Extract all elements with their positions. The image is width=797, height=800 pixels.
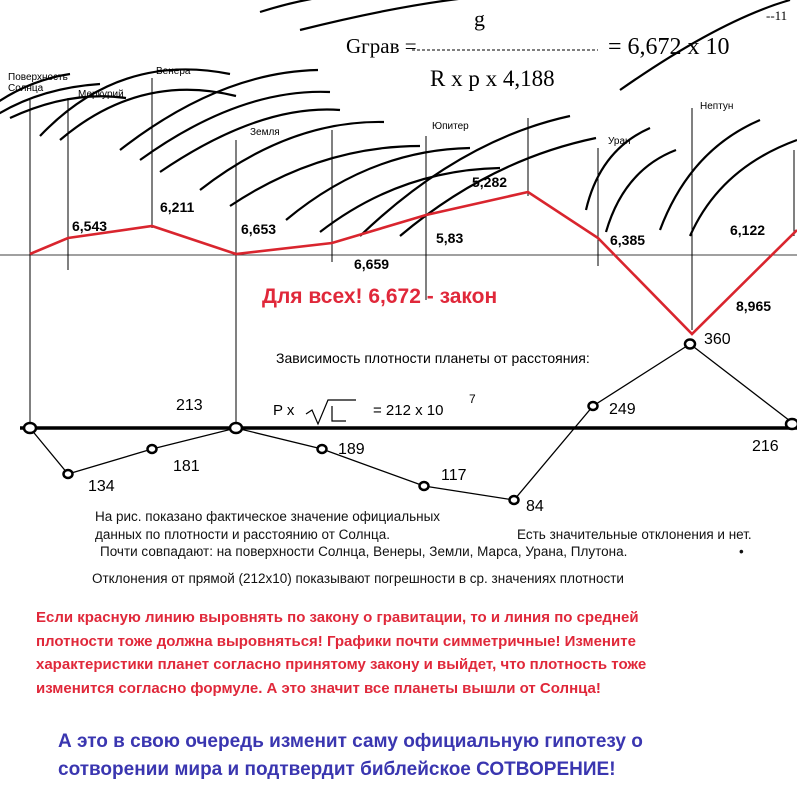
orbit-arc-outer-1 [260,0,380,12]
red-value-mars: 6,659 [354,256,390,272]
formula-rhs: = 6,672 x 10 [608,34,730,60]
orbit-arc-neptune-1 [660,120,760,230]
orbit-arc-mars-2 [230,146,420,206]
red-headline: Для всех! 6,672 - закон [262,285,498,308]
note-line-2a: данных по плотности и расстоянию от Солнца. [95,527,390,542]
marker-mars [318,445,327,453]
orbit-arc-earth-3 [160,110,340,172]
marker-venus [148,445,157,453]
note-line-3: Почти совпадают: на поверхности Солнца, Венеры, Земли, Марса, Урана, Плутона. [100,544,628,559]
red-paragraph-line: Если красную линию выровнять по закону о гравитации, то и линия по средней [36,609,639,626]
blue-paragraph [58,728,758,784]
marker-saturn [510,496,519,504]
formula-numerator: g [474,6,485,31]
red-value-low: 8,965 [736,298,772,314]
density-line [30,344,794,500]
red-value-mercury: 6,543 [72,218,108,234]
red-paragraph-line: изменится согласно формуле. А это значит все планеты вышли от Солнца! [36,679,601,697]
orbit-arc-mars-1 [200,122,384,190]
planet-label-venus: Венера [156,66,191,77]
marker-earth [230,423,242,433]
black-value-mercury: 134 [88,478,115,495]
black-value-mars: 189 [338,441,365,458]
formula-denominator: R x p x 4,188 [430,66,555,91]
black-value-pluto: 216 [752,438,779,455]
black-value-uranus: 249 [609,401,636,418]
blue-paragraph-line: сотворении мира и подтвердит библейское СОТВОРЕНИЕ! [58,759,616,780]
red-value-asteroid: 5,83 [436,230,464,246]
orbit-arc-uranus-2 [606,150,676,232]
red-paragraph [36,606,726,700]
density-formula-exp: 7 [469,392,476,406]
planet-label-sun-2: Солнца [8,83,44,94]
density-formula-rhs: = 212 x 10 [373,402,444,419]
formula-exponent: --11 [766,8,788,23]
note-line-4: Отклонения от прямой (212x10) показывают погрешности в ср. значениях плотности [92,571,624,586]
sqrt-sign [306,400,356,424]
red-value-earth: 6,653 [241,221,277,237]
note-bullet: • [739,544,744,559]
orbit-arc-saturn-1 [360,116,570,236]
planet-label-mercury: Меркурий [78,89,124,100]
planet-label-sun-1: Поверхность [8,72,68,83]
red-value-neptune: 6,122 [730,222,766,238]
orbit-arc-earth-2 [140,92,330,160]
marker-uranus [589,402,598,410]
planet-label-neptune: Нептун [700,101,734,112]
marker-pluto [786,419,797,429]
red-paragraph-line: плотности тоже должна выровняться! Графики почти симметричные! Измените [36,632,636,650]
planet-verticals [30,78,794,428]
marker-mercury [64,470,73,478]
root-glyph [332,406,346,421]
planet-label-jupiter: Юпитер [432,121,469,132]
black-value-jupiter: 117 [441,467,467,484]
orbit-arc-pluto-2 [300,0,500,30]
planet-label-uranus: Уран [608,136,631,147]
gravity-line [30,192,797,334]
formula-lhs: Gграв = [346,34,417,58]
note-line-2b: Есть значительные отклонения и нет. [517,527,752,542]
orbit-arc-jupiter-1 [286,148,470,220]
black-value-earth: 213 [176,397,203,414]
marker-jupiter [420,482,429,490]
red-value-uranus: 6,385 [610,232,646,248]
marker-sun [24,423,36,433]
black-value-neptune: 360 [704,331,731,348]
red-paragraph-line: характеристики планет согласно принятому закону и выйдет, что плотность тоже [36,656,647,673]
black-value-saturn: 84 [526,498,544,515]
red-value-venus: 6,211 [160,199,195,215]
black-value-venus: 181 [173,458,200,475]
note-line-1: На рис. показано фактическое значение официальных [95,509,441,524]
planet-label-earth: Земля [250,127,280,138]
density-title: Зависимость плотности планеты от расстояния: [276,350,590,366]
marker-neptune [685,340,695,349]
red-value-jupiter: 5,282 [472,174,508,190]
density-formula-lhs: P x [273,402,295,419]
blue-paragraph-line: А это в свою очередь изменит саму официальную гипотезу о [58,731,643,752]
